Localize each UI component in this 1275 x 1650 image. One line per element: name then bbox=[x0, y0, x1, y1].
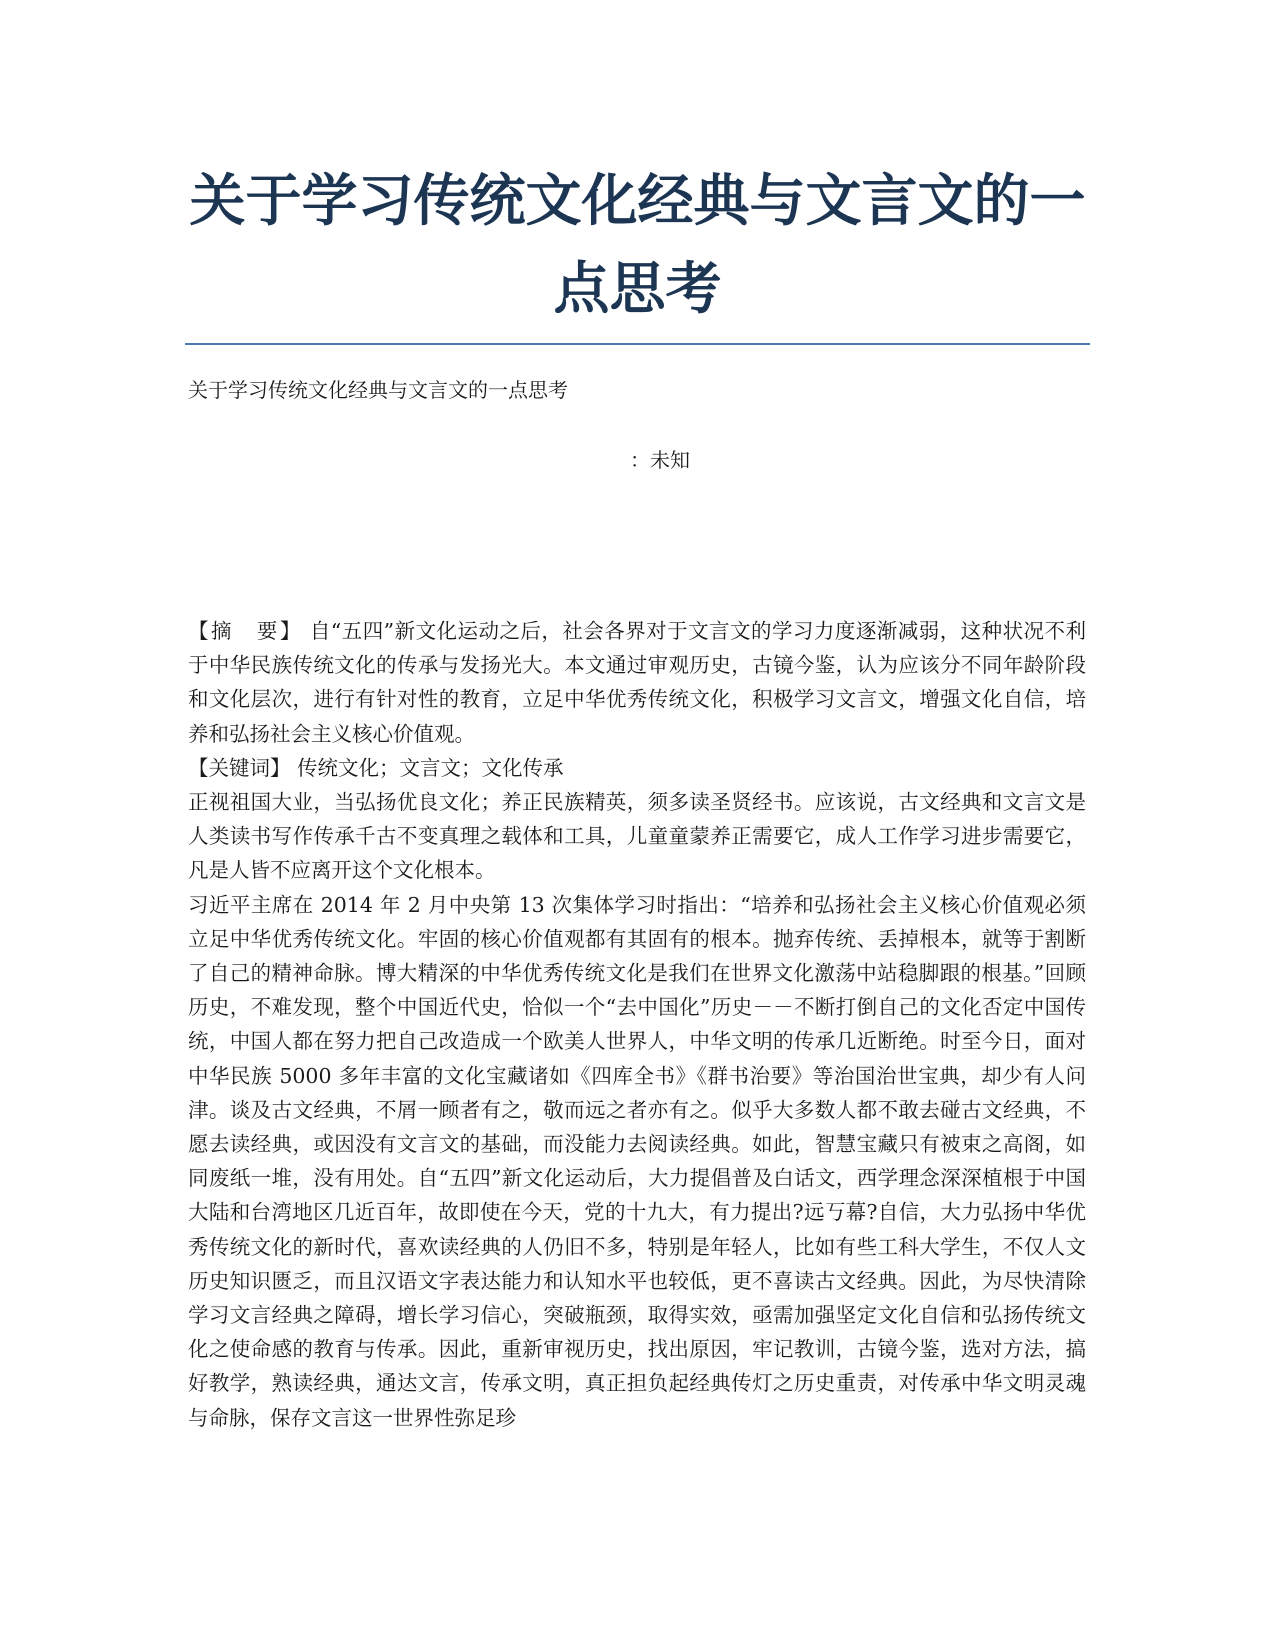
keywords-label: 【关键词】 bbox=[188, 755, 291, 780]
body-paragraph: 习近平主席在 2014 年 2 月中央第 13 次集体学习时指出：“培养和弘扬社会主义核心价值观必须立足中华优秀传统文化。牢固的核心价值观都有其固有的根本。抛弃传统、丢掉根本，就等于割断了自己的精神命脉。博大精深的中华优秀传统文化是我们在世界文化激荡中站稳脚跟的根基。”回顾历史，不难发现，整个中国近代史，恰似一个“去中国化”历史－－不断打倒自己的文化否定中国传统，中国人都在努力把自己改造成一个欧美人世界人，中华文明的传承几近断绝。时至今日，面对中华民族 5000 多年丰富的文化宝藏诸如《四库全书》《群书治要》等治国治世宝典，却少有人问津。谈及古文经典，不屑一顾者有之，敬而远之者亦有之。似乎大多数人都不敢去碰古文经典，不愿去读经典，或因没有文言文的基础，而没能力去阅读经典。如此，智慧宝藏只有被束之高阁，如同废纸一堆，没有用处。自“五四”新文化运动后，大力提倡普及白话文，西学理念深深植根于中国大陆和台湾地区几近百年，故即使在今天，党的十九大，有力提出?远丂幕?自信，大力弘扬中华优秀传统文化的新时代，喜欢读经典的人仍旧不多，特别是年轻人，比如有些工科大学生，不仅人文历史知识匮乏，而且汉语文字表达能力和认知水平也较低，更不喜读古文经典。因此，为尽快清除学习文言经典之障碍，增长学习信心，突破瓶颈，取得实效，亟需加强坚定文化自信和弘扬传统文化之使命感的教育与传承。因此，重新审视历史，找出原因，牢记教训，古镜今鉴，选对方法，搞好教学，熟读经典，通达文言，传承文明，真正担负起经典传灯之历史重责，对传承中华文明灵魂与命脉，保存文言这一世界性弥足珍 bbox=[188, 892, 1086, 1430]
author-line: ：未知 bbox=[630, 448, 690, 472]
title-divider bbox=[185, 343, 1090, 345]
document-subtitle: 关于学习传统文化经典与文言文的一点思考 bbox=[188, 378, 568, 402]
keywords-text: 传统文化；文言文；文化传承 bbox=[297, 755, 564, 780]
abstract-text: 自“五四”新文化运动之后，社会各界对于文言文的学习力度逐渐减弱，这种状况不利于中华民族传统文化的传承与发扬光大。本文通过审观历史，古镜今鉴，认为应该分不同年龄阶段和文化层次，进行有针对性的教育，立足中华优秀传统文化，积极学习文言文，增强文化自信，培养和弘扬社会主义核心价值观。 bbox=[188, 619, 1086, 746]
body-paragraph: 正视祖国大业，当弘扬优良文化；养正民族精英，须多读圣贤经书。应该说，古文经典和文言文是人类读书写作传承千古不变真理之载体和工具，儿童童蒙养正需要它，成人工作学习进步需要它，凡是人皆不应离开这个文化根本。 bbox=[188, 790, 1086, 883]
document-title: 关于学习传统文化经典与文言文的一点思考 bbox=[189, 169, 1086, 322]
abstract-paragraph bbox=[188, 614, 1086, 751]
abstract-label: 【摘 要】 bbox=[188, 619, 303, 643]
document-body bbox=[188, 614, 1086, 1435]
keywords-paragraph bbox=[188, 751, 1086, 785]
